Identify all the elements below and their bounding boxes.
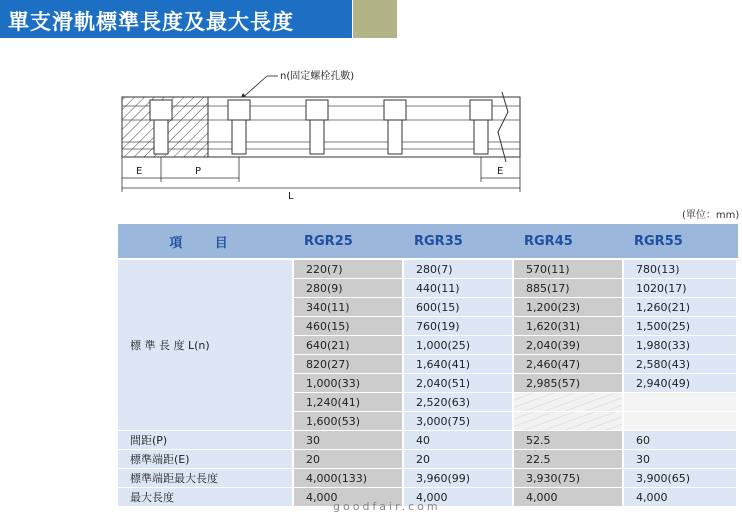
- header-model: RGR25: [294, 224, 404, 260]
- table-cell: 1,600(53): [294, 412, 404, 431]
- table-cell: 2,580(43): [624, 355, 738, 374]
- dim-e-left: E: [136, 166, 143, 177]
- page-title: 單支滑軌標準長度及最大長度: [8, 10, 294, 34]
- table-cell: 20: [294, 450, 404, 469]
- table-cell: 460(15): [294, 317, 404, 336]
- table-cell: 1,640(41): [404, 355, 514, 374]
- header-model: RGR45: [514, 224, 624, 260]
- table-cell: 280(9): [294, 279, 404, 298]
- callout-label: n(固定螺栓孔數): [280, 71, 355, 82]
- dim-e-right: E: [497, 166, 504, 177]
- table-cell: 2,040(51): [404, 374, 514, 393]
- table-cell: 570(11): [514, 260, 624, 279]
- table-row: [118, 431, 738, 450]
- table-cell: 760(19): [404, 317, 514, 336]
- table-cell: 1020(17): [624, 279, 738, 298]
- table-cell: 4,000: [404, 488, 514, 507]
- table-cell: 40: [404, 431, 514, 450]
- table-header-row: [118, 224, 738, 260]
- table-cell: 1,000(33): [294, 374, 404, 393]
- spec-table: [118, 224, 738, 507]
- table-cell: 1,980(33): [624, 336, 738, 355]
- title-accent-block: [353, 0, 397, 38]
- row-label: 標準端距最大長度: [118, 469, 294, 488]
- table-cell: 2,520(63): [404, 393, 514, 412]
- empty-cell: [624, 412, 738, 431]
- bolt-hole-callout: [240, 69, 354, 100]
- table-cell: 820(27): [294, 355, 404, 374]
- table-row: [118, 450, 738, 469]
- table-cell: 885(17): [514, 279, 624, 298]
- table-cell: 780(13): [624, 260, 738, 279]
- table-cell: 3,900(65): [624, 469, 738, 488]
- title-bar: [0, 0, 352, 38]
- table-cell: 2,940(49): [624, 374, 738, 393]
- header-item: 項 目: [118, 224, 294, 260]
- table-cell: 440(11): [404, 279, 514, 298]
- table-cell: 1,260(21): [624, 298, 738, 317]
- table-cell: 3,930(75): [514, 469, 624, 488]
- header-model: RGR35: [404, 224, 514, 260]
- dim-p: P: [195, 166, 202, 177]
- table-cell: 3,000(75): [404, 412, 514, 431]
- table-cell: 30: [624, 450, 738, 469]
- table-cell: 4,000: [624, 488, 738, 507]
- table-cell: 22.5: [514, 450, 624, 469]
- table-cell: 340(11): [294, 298, 404, 317]
- table-cell: 4,000: [514, 488, 624, 507]
- table-cell: 3,960(99): [404, 469, 514, 488]
- table-cell: 600(15): [404, 298, 514, 317]
- table-cell: 4,000(133): [294, 469, 404, 488]
- empty-cell: [514, 393, 624, 412]
- rail-diagram: [110, 62, 530, 207]
- table-cell: 52.5: [514, 431, 624, 450]
- table-cell: 280(7): [404, 260, 514, 279]
- table-cell: 4,000: [294, 488, 404, 507]
- dimension-lines: [122, 157, 520, 192]
- empty-cell: [514, 412, 624, 431]
- table-cell: 1,620(31): [514, 317, 624, 336]
- empty-cell: [624, 393, 738, 412]
- row-label: 間距(P): [118, 431, 294, 450]
- table-cell: 30: [294, 431, 404, 450]
- table-cell: 20: [404, 450, 514, 469]
- table-cell: 220(7): [294, 260, 404, 279]
- table-cell: 2,985(57): [514, 374, 624, 393]
- table-cell: 1,000(25): [404, 336, 514, 355]
- table-cell: 1,240(41): [294, 393, 404, 412]
- header-model: RGR55: [624, 224, 738, 260]
- table-row: [118, 260, 738, 279]
- table-cell: 1,200(23): [514, 298, 624, 317]
- std-length-label: 標 準 長 度 L(n): [118, 260, 294, 431]
- table-cell: 2,460(47): [514, 355, 624, 374]
- row-label: 標準端距(E): [118, 450, 294, 469]
- unit-note: (單位：mm): [682, 210, 740, 221]
- dim-l: L: [288, 191, 294, 202]
- table-cell: 60: [624, 431, 738, 450]
- table-cell: 640(21): [294, 336, 404, 355]
- row-label: 最大長度: [118, 488, 294, 507]
- watermark: goodfair.com: [333, 500, 441, 513]
- table-row: [118, 469, 738, 488]
- table-cell: 1,500(25): [624, 317, 738, 336]
- table-cell: 2,040(39): [514, 336, 624, 355]
